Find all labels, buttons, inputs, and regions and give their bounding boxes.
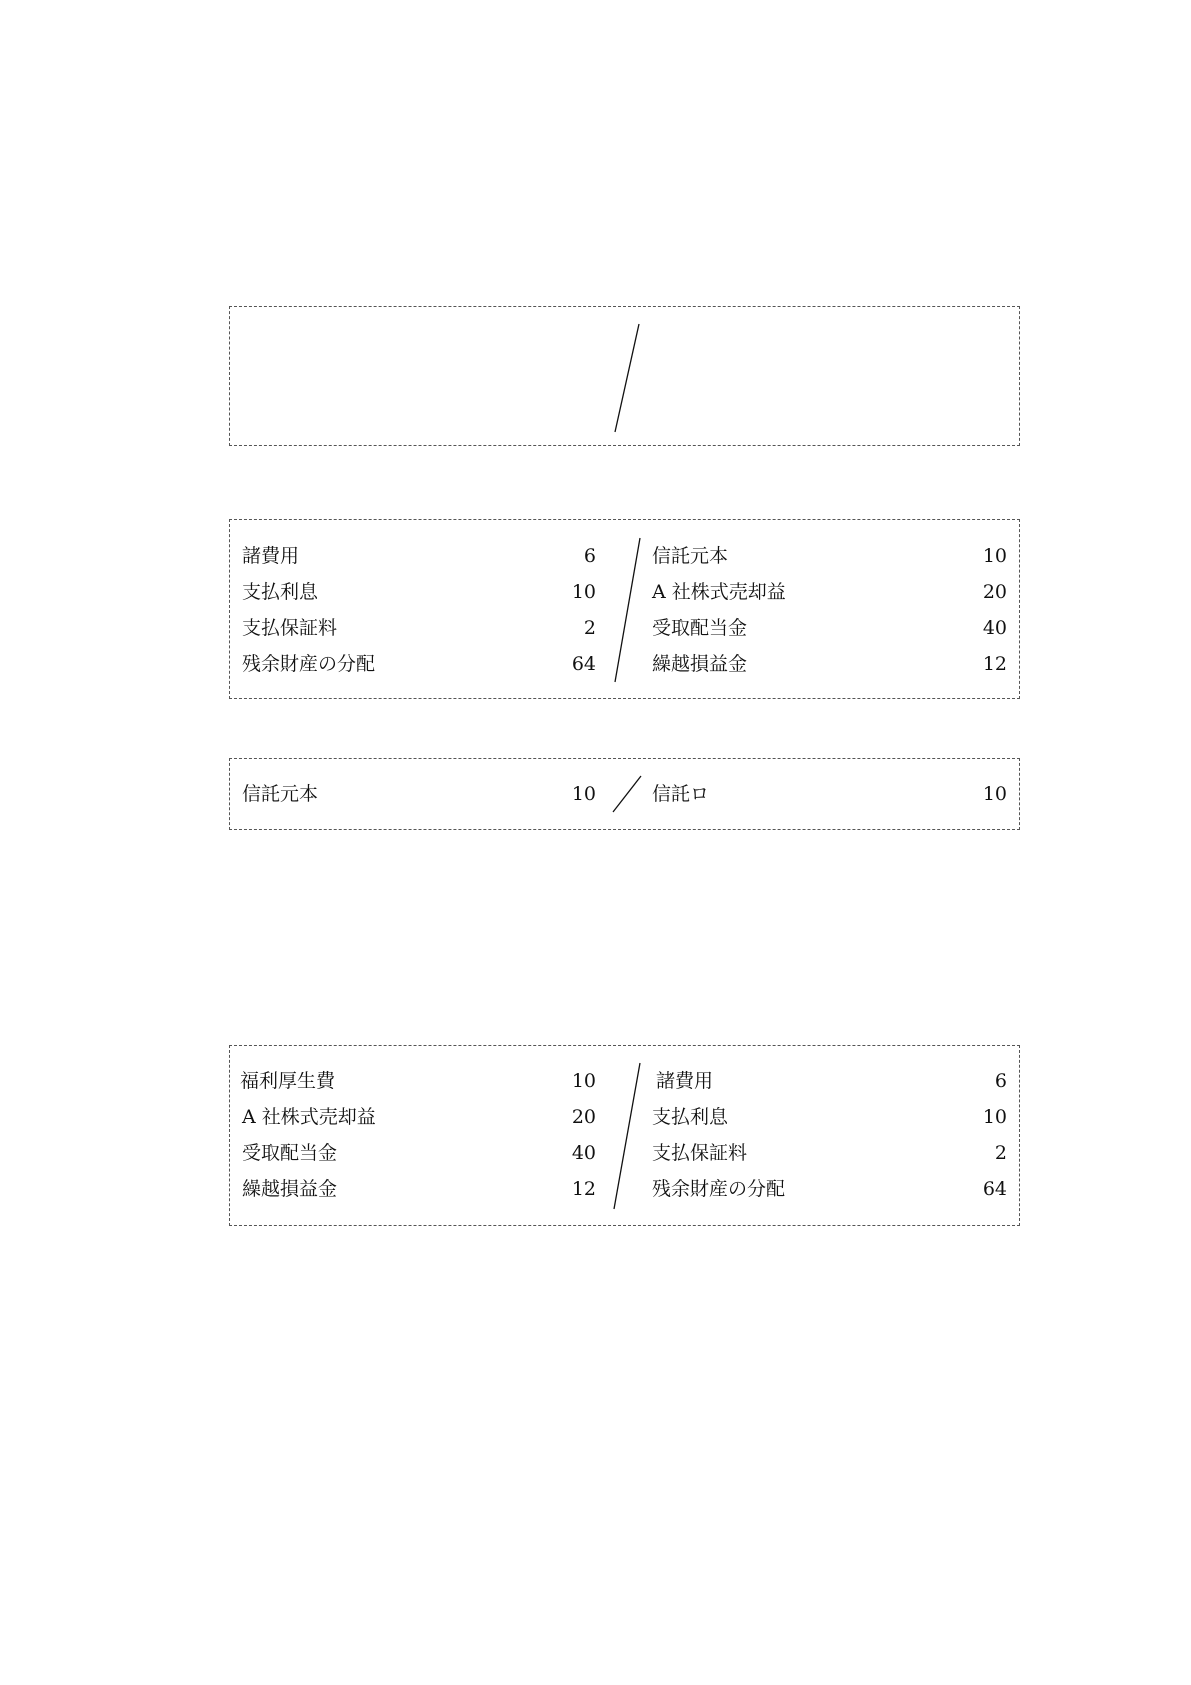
debit-account: 残余財産の分配 [242,653,376,675]
credit-account: 諸費用 [656,1070,714,1092]
credit-account: 受取配当金 [652,617,748,639]
debit-row [242,613,596,643]
debit-amount: 10 [571,581,596,603]
debit-account: 受取配当金 [242,1142,338,1164]
debit-account: 諸費用 [242,545,300,567]
credit-row [652,1174,1007,1204]
debit-row [242,649,596,679]
credit-row [652,613,1007,643]
credit-amount: 6 [994,1070,1007,1092]
credit-amount: 12 [982,653,1007,675]
credit-row [652,649,1007,679]
credit-account: 信託ロ [652,783,710,805]
debit-account: 支払利息 [242,581,319,603]
debit-amount: 6 [583,545,596,567]
credit-amount: 2 [994,1142,1007,1164]
debit-amount: 20 [571,1106,596,1128]
debit-amount: 12 [571,1178,596,1200]
credit-row [652,1138,1007,1168]
debit-row [242,779,596,809]
credit-account: 繰越損益金 [652,653,748,675]
credit-amount: 64 [982,1178,1007,1200]
debit-account: 福利厚生費 [240,1070,336,1092]
credit-account: 支払利息 [652,1106,729,1128]
debit-amount: 10 [571,783,596,805]
debit-row [242,1174,596,1204]
debit-account: 繰越損益金 [242,1178,338,1200]
debit-credit-divider [230,307,1019,445]
credit-amount: 10 [982,545,1007,567]
debit-row [242,1138,596,1168]
credit-row [652,779,1007,809]
debit-amount: 64 [571,653,596,675]
debit-row [242,577,596,607]
journal-entry-box-blank [229,306,1020,446]
credit-row [652,541,1007,571]
credit-account: 支払保証料 [652,1142,748,1164]
debit-amount: 40 [571,1142,596,1164]
credit-row [656,1066,1007,1096]
credit-amount: 20 [982,581,1007,603]
journal-entry-box-trust-principal [229,758,1020,830]
credit-amount: 10 [982,783,1007,805]
debit-account: 支払保証料 [242,617,338,639]
debit-row [240,1066,596,1096]
credit-row [652,577,1007,607]
journal-entry-box-reversal [229,1045,1020,1226]
credit-amount: 10 [982,1106,1007,1128]
debit-amount: 2 [583,617,596,639]
credit-row [652,1102,1007,1132]
journal-entry-box-trust-settlement [229,519,1020,699]
debit-account: A 社株式売却益 [242,1106,376,1128]
credit-account: 信託元本 [652,545,729,567]
debit-row [242,541,596,571]
credit-account: A 社株式売却益 [652,581,786,603]
credit-account: 残余財産の分配 [652,1178,786,1200]
debit-amount: 10 [571,1070,596,1092]
credit-amount: 40 [982,617,1007,639]
debit-row [242,1102,596,1132]
debit-account: 信託元本 [242,783,319,805]
